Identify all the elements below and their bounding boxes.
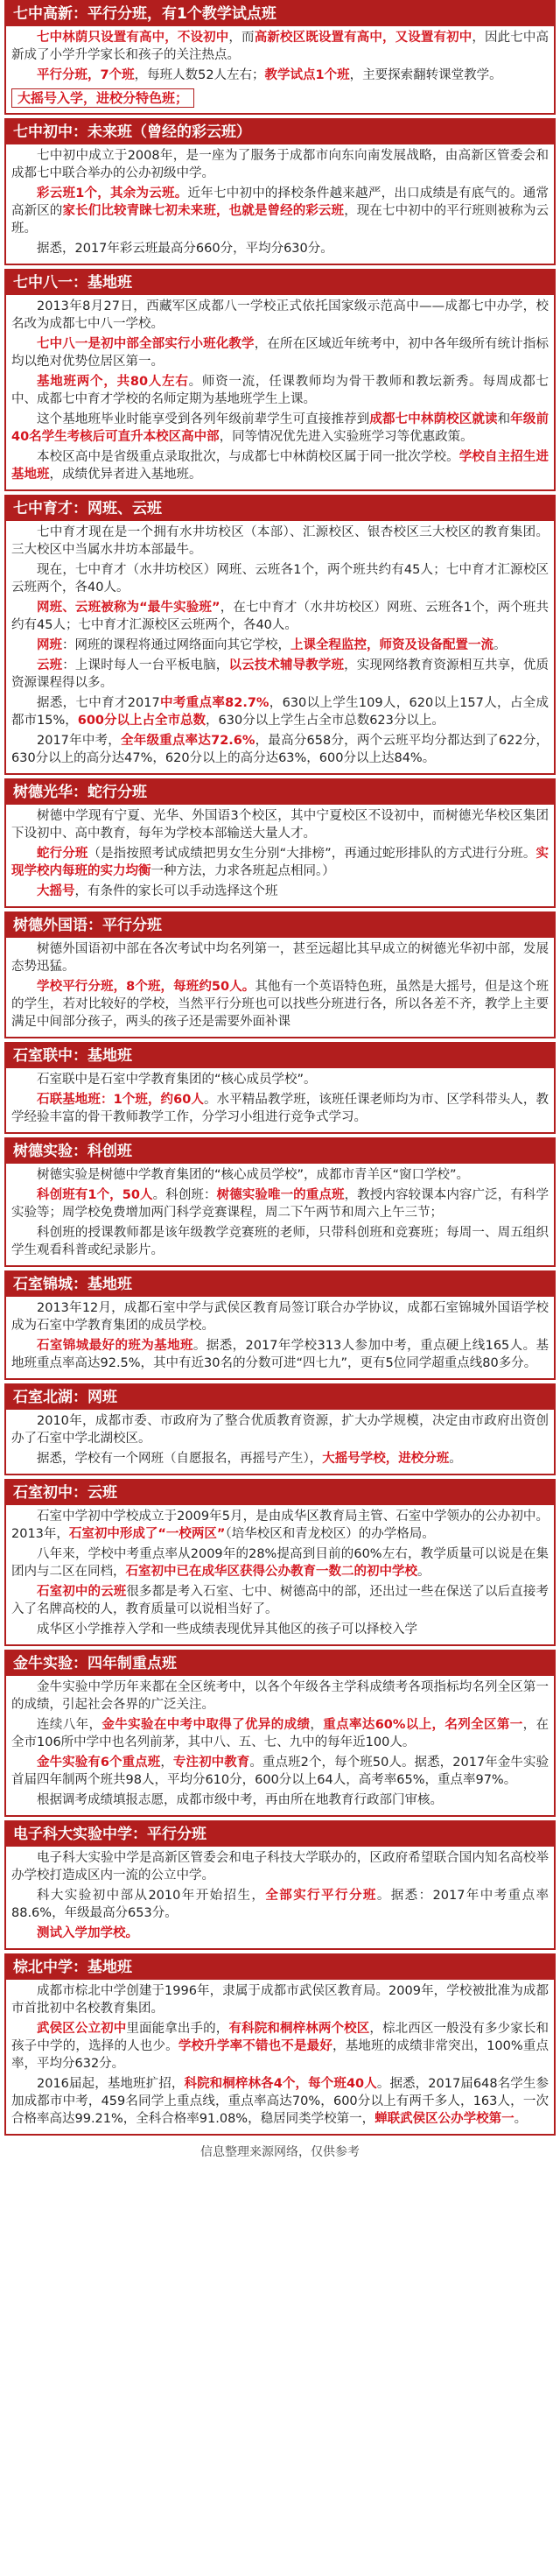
highlight-text: 石室初中已在成华区获得公办教育一数二的初中学校 [125,1565,417,1579]
highlight-text: 七中八一是初中部全部实行小班化教学 [37,337,255,351]
highlight-text: ：1个班，约60人 [100,1093,205,1107]
body-text: ， [310,1718,324,1732]
body-text: ，630分以上学生占全市总数623分以上。 [206,714,444,728]
school-section [4,1479,556,1646]
highlight-text: 网班 [37,638,62,652]
section-body [6,1847,554,1948]
body-text: 里面能拿出手的， [126,2022,229,2036]
paragraph [11,1791,549,1809]
paragraph [11,978,549,1031]
body-text: 2017年中考， [37,734,122,748]
paragraph [11,524,549,559]
school-section [4,911,556,1038]
paragraph [11,1982,549,2017]
section-body [6,938,554,1037]
body-text: 。据悉，2017届648名学生参加成都市中考，459名同学上重点线，重点率高达70%，600分以上有两千多人，163人，一次合格率高达99.21%，全科合格率91.08%，稳居同类学校第一， [11,2077,549,2126]
body-text: ，棕北西区一般没有多少家长和孩子中学的，选择的人也少。 [11,2022,550,2053]
section-title: 七中育才：网班、云班 [6,496,554,521]
body-text: 。重点班2个，每个班50人。据悉，2017年金牛实验首届四年制两个班共98人，平均分610分，600分以上64人，高考率65%，重点率97%。 [11,1756,550,1787]
highlight-text: 大摇号学校，进校分班 [322,1452,450,1466]
body-text: 七中育才现在是一个拥有水井坊校区（本部）、汇源校区、银杏校区三大校区的教育集团。三大校区中当属水井坊本部最牛。 [11,525,549,557]
section-body [6,805,554,906]
section-title: 七中八一：基地班 [6,271,554,295]
body-text: ，因此七中高新成了小学升学家长和孩子的关注热点。 [11,31,550,62]
body-text: ，而 [228,31,255,45]
section-body [6,1676,554,1815]
highlight-text: 学校自主招生进基地班 [11,450,550,482]
body-text: ，有条件的家长可以手动选择这个班 [74,884,278,898]
paragraph [11,2075,549,2128]
body-text: 现在，七中育才（水井坊校区）网班、云班各1个，两个班共约有45人；七中育才汇源校区云班两个，各40人。 [11,563,549,595]
body-text: 石室联中是石室中学教育集团的“核心成员学校”。 [37,1073,317,1087]
paragraph [11,1224,549,1259]
body-text: （是指按照考试成绩把男女生分别“大排榜”，再通过蛇形排队的方式进行分班。 [88,847,536,861]
body-text: 据悉，七中育才2017 [37,696,160,710]
body-text: ，基地班的成绩非常突出，100%重点率，平均分632分。 [11,2039,550,2071]
paragraph [11,1583,549,1618]
paragraph [11,240,549,257]
school-section [4,269,556,491]
body-text: 。 [514,2112,528,2126]
body-text: 。据悉，2017年学校313人参加中考，重点硬上线165人。基地班重点率高达92.5%，其中有近30名的分数可进“四七九”，更有5位同学超重点线80多分。 [11,1339,549,1370]
body-text: 近年七中初中的择校条件越来越严，出口成绩是有底气的。通常高新区的 [11,187,549,218]
highlight-text: 树德实验唯一的重点班 [216,1188,345,1202]
highlight-text: 基地班两个，共80人左右 [37,375,189,389]
body-text: 2013年12月，成都石室中学与武侯区教育局签订联合办学协议，成都石室锦城外国语学校成为石室中学教育集团的成员学校。 [11,1301,549,1333]
body-text: 。据悉：2017年中考重点率88.6%，年级最高分653分。 [11,1889,550,1920]
body-text: 。 [494,638,507,652]
footer-note: 信息整理来源网络，仅供参考 [200,2145,360,2159]
section-title: 石室锦城：基地班 [6,1272,554,1297]
body-text: 很多都是考入石室、七中、树德高中的部，还出过一些在保送了以后直接考入了名牌高校的人，教育质量可以说相当好了。 [11,1585,550,1616]
body-text: 八年来，学校中考重点率从2009年的28%提高到目前的60%左右，教学质量可以说是在集团内与二区在同档， [11,1547,549,1579]
paragraph [11,147,549,182]
paragraph [11,732,549,767]
highlight-text: 科院和桐梓林各4个，每个班40人 [184,2077,377,2091]
body-text: ，成绩优异者进入基地班。 [49,468,202,482]
body-text: 2013年8月27日，西藏军区成都八一学校正式依托国家级示范高中——成都七中办学，校名改为成都七中八一学校。 [11,299,549,331]
body-text: 。师资一流，任课教师均为骨干教师和教坛新秀。每周成都七中、成都七中育才学校的名师定期为基地班学生上课。 [11,375,550,406]
highlight-text: 石室锦城最好的班为基地班 [37,1339,193,1353]
paragraph [11,657,549,692]
section-body [6,295,554,489]
highlight-text: 科创班有1个，50人 [37,1188,153,1202]
body-text: 金牛实验中学历年来都在全区统考中，以各个年级各主学科成绩考各项指标均名列全区第一的成绩，引起社会各界的广泛关注。 [11,1680,549,1712]
body-text: 科创班的授课教师都是该年级教学竞赛班的老师，只带科创班和竞赛班；每周一、周五组织学生观看科普或纪录影片。 [11,1226,549,1257]
body-text: 科大实验初中部从2010年开始招生， [37,1889,266,1903]
section-title: 石室初中：云班 [6,1481,554,1505]
school-section [4,1953,556,2136]
body-text: 成都市棕北中学创建于1996年，隶属于成都市武侯区教育局。2009年，学校被批准为成都市首批初中名校教育集团。 [11,1984,549,2016]
paragraph [11,561,549,596]
section-title: 七中初中：未来班（曾经的彩云班） [6,120,554,144]
section-title: 树德实验：科创班 [6,1139,554,1164]
paragraph [11,1925,549,1942]
section-body [6,26,554,113]
body-text: 这个基地班毕业时能享受到各列年级前辈学生可直接推荐到 [37,412,370,426]
highlight-text: 有科院和桐梓林两个校区 [228,2022,370,2036]
body-text: 电子科大实验中学是高新区管委会和电子科技大学联办的，区政府希望联合国内知名高校举办学校打造成区内一流的公立中学。 [11,1851,549,1883]
paragraph [11,298,549,333]
highlight-text: 年级前40名学生考核后可直升本校区高中部 [11,412,550,444]
paragraph [11,1849,549,1884]
paragraph [11,1166,549,1184]
highlight-text: 彩云班1个，其余为云班。 [37,187,188,201]
paragraph [11,845,549,880]
highlight-text: 学校平行分班，8个班，每班约50人。 [37,980,256,994]
paragraph [11,637,549,654]
body-text: ，教授内容较课本内容广泛，有科学实验等；周学校免费增加两门科学竞赛课程，周二下午两节和周六上午三节； [11,1188,549,1220]
body-text: 。 [417,1565,430,1579]
section-title: 石室北湖：网班 [6,1385,554,1410]
paragraph [11,1716,549,1751]
paragraph [11,1545,549,1580]
highlight-text: 平行分班，7个班 [37,68,135,82]
body-text: ，实现网络教育资源相互共享，优质资源课程得以多。 [11,658,550,690]
highlight-text: 以云技术辅导教学班 [228,658,345,672]
section-title: 树德光华：蛇行分班 [6,780,554,805]
section-body [6,1410,554,1474]
body-text: （培华校区和青龙校区）的办学格局。 [225,1527,435,1541]
body-text: ，在七中育才（水井坊校区）网班、云班各1个，两个班共约有45人；七中育才汇源校区云班两个，各40人。 [11,601,549,632]
body-text: ，主要探索翻转课堂教学。 [349,68,502,82]
highlight-text: 全年级重点率达72.6% [121,734,256,748]
body-text: 一种方法，力求各班起点相同。） [150,864,335,878]
paragraph [11,335,549,370]
school-section [4,118,556,265]
body-text: 。水平精品教学班，该班任课老师均为市、区学科带头人，教学经验丰富的骨干教师教学工作，分学习小组进行竞争式学习。 [11,1093,549,1124]
paragraph [11,1450,549,1467]
school-section [4,1383,556,1475]
section-body [6,521,554,773]
highlight-text: 石室初中形成了“一校两区” [68,1527,226,1541]
paragraph [11,940,549,975]
body-text: ，630以上学生109人，620以上157人，占全成都市15%， [11,696,550,728]
section-title: 金牛实验：四年制重点班 [6,1651,554,1676]
body-text: 。科创班： [152,1188,217,1202]
paragraph [11,1679,549,1714]
highlight-text: 蛇行分班 [37,847,88,861]
body-text: 七中初中成立于2008年，是一座为了服务于成都市向东向南发展战略，由高新区管委会和成都七中联合举办的公办初级中学。 [11,149,549,180]
highlight-text: 蝉联武侯区公办学校第一 [374,2112,514,2126]
highlight-text: 金牛实验有6个重点班 [37,1756,161,1770]
body-text: ，每班人数52人左右； [134,68,265,82]
body-text: 石室中学初中学校成立于2009年5月，是由成华区教育局主管、石室中学领办的公办初中。2013年， [11,1510,549,1541]
section-title: 石室联中：基地班 [6,1044,554,1068]
body-text: 本校区高中是省级重点录取批次，与成都七中林荫校区属于同一批次学校。 [37,450,459,464]
highlight-text: 七中林荫只设置有高中，不设初中 [37,31,229,45]
paragraph [11,448,549,483]
section-title: 树德外国语：平行分班 [6,913,554,938]
body-text: ，现在七中初中的平行班则被称为云班。 [11,204,550,236]
admission-tag: 大摇号入学，进校分特色班； [11,88,194,108]
body-text: ，同等情况优先进入实验班学习等优惠政策。 [219,430,473,444]
highlight-text: 石联基地班 [37,1093,101,1107]
body-text: 2010年，成都市委、市政府为了整合优质教育资源，扩大办学规模，决定由市政府出资创办了石室中学北湖校区。 [11,1414,549,1446]
paragraph [11,1299,549,1334]
paragraph [11,1621,549,1638]
paragraph [11,1412,549,1447]
paragraph [11,411,549,446]
body-text: 其他有一个英语特色班，虽然是大摇号，但是这个班的学生，若对比较好的学校，当然平行分班也可以找些分班进行各，所以各差不齐，教学上主要满足中间部分孩子，两头的孩子还是需要外面补课 [11,980,549,1029]
school-section [4,1137,556,1267]
paragraph [11,29,549,64]
section-title: 棕北中学：基地班 [6,1955,554,1980]
paragraph [11,599,549,634]
paragraph [11,883,549,900]
highlight-text: 实现学校内每班的实力均衡 [11,847,549,878]
body-text: 成华区小学推荐入学和一些成绩表现优异其他区的孩子可以择校入学 [37,1622,417,1636]
paragraph [11,67,549,84]
school-section [4,1820,556,1950]
section-body [6,1068,554,1132]
body-text: 树德中学现有宁夏、光华、外国语3个校区，其中宁夏校区不设初中，而树德光华校区集团下设初中、高中教育，每年为学校本部输送大量人才。 [11,809,549,841]
highlight-text: 全部实行平行分班 [265,1889,377,1903]
body-text: 2016届起，基地班扩招， [37,2077,185,2091]
section-body [6,144,554,264]
highlight-text: 金牛实验在中考中取得了优异的成绩 [102,1718,311,1732]
body-text: ， [160,1756,173,1770]
highlight-text: 家长们比较青睐七初未来班，也就是曾经的彩云班 [62,204,345,218]
body-text: 树德外国语初中部在各次考试中均名列第一，甚至远超比其早成立的树德光华初中部，发展态势迅猛。 [11,942,549,974]
body-text: 根据调考成绩填报志愿，成都市级中考，再由所在地教育行政部门审核。 [37,1793,443,1807]
body-text: 据悉，2017年彩云班最高分660分，平均分630分。 [37,242,333,256]
section-title: 七中高新：平行分班，有1个教学试点班 [6,2,554,26]
highlight-text: 测试入学加学校。 [37,1926,138,1940]
body-text: ，在全市106所中学中也名列前茅，其中八、五、七、九中的每年近100人。 [11,1718,550,1749]
highlight-text: 武侯区公立初中 [37,2022,127,2036]
body-text: ，在所在区域近年统考中，初中各年级所有统计指标均以绝对优势位居区第一。 [11,337,550,369]
section-body [6,1297,554,1378]
highlight-text: 高新校区既设置有高中，又设置有初中 [254,31,472,45]
body-text: 树德实验是树德中学教育集团的“核心成员学校”，成都市青羊区“窗口学校”。 [37,1168,470,1182]
paragraph [11,1754,549,1789]
paragraph [11,1186,549,1221]
paragraph [11,1887,549,1922]
school-section [4,1650,556,1817]
highlight-text: 重点率达60%以上，名列全区第一 [323,1718,523,1732]
highlight-text: 学校升学率不错也不是最好 [178,2039,333,2053]
school-section [4,1042,556,1134]
section-body [6,1164,554,1265]
highlight-text: 大摇号 [37,884,75,898]
paragraph [11,185,549,237]
paragraph [11,1091,549,1126]
highlight-text: 上课全程监控，师资及设备配置一流 [290,638,494,652]
school-section [4,0,556,115]
paragraph [11,373,549,408]
body-text: 据悉，学校有一个网班（自愿报名，再摇号产生）， [37,1452,323,1466]
body-text: ：上课时每人一台平板电脑， [62,658,229,672]
paragraph [11,1337,549,1372]
highlight-text: 成都七中林荫校区就读 [369,412,498,426]
highlight-text: 教学试点1个班 [264,68,350,82]
highlight-text: 中考重点率82.7% [159,696,270,710]
paragraph [11,2020,549,2073]
body-text: 连续八年， [37,1718,102,1732]
paragraph [11,1508,549,1543]
school-section [4,778,556,908]
highlight-text: 云班 [37,658,63,672]
school-section [4,1270,556,1380]
school-section [4,495,556,775]
paragraph [11,807,549,842]
paragraph [11,1071,549,1088]
highlight-text: 600分以上占全市总数 [77,714,206,728]
paragraph [11,694,549,729]
section-body [6,1505,554,1644]
body-text: 和 [497,412,511,426]
highlight-text: 石室初中的云班 [37,1585,127,1599]
body-text: ：网班的课程将通过网络面向其它学校， [62,638,290,652]
body-text: ，最高分658分，两个云班平均分都达到了622分，630分以上的高分达47%，620分以上的高分达63%，600分以上达84%。 [11,734,549,765]
body-text: 。 [449,1452,462,1466]
section-title: 电子科大实验中学：平行分班 [6,1822,554,1847]
section-body [6,1980,554,2134]
highlight-text: 专注初中教育 [172,1756,250,1770]
highlight-text: 网班、云班被称为“最牛实验班” [37,601,220,615]
